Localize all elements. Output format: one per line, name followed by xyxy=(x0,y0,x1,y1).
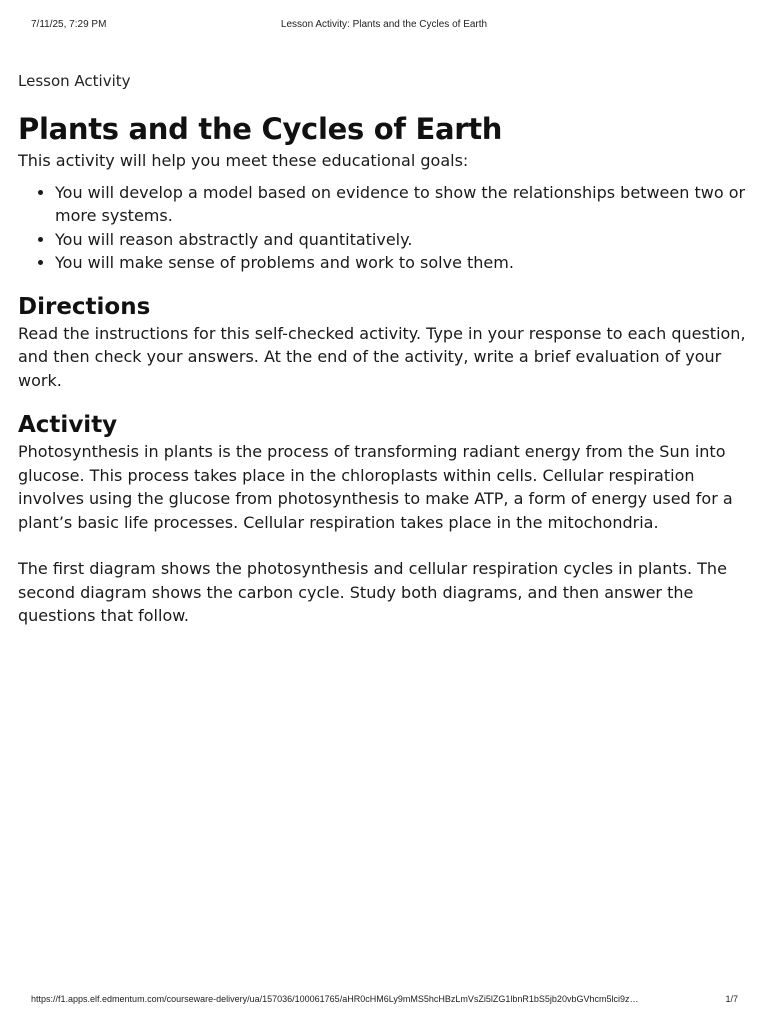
print-datetime: 7/11/25, 7:29 PM xyxy=(31,19,107,30)
lesson-content xyxy=(18,71,754,628)
directions-text: Read the instructions for this self-checked activity. Type in your response to each question, and then check your answers. At the end of the activity, write a brief evaluation of your work. xyxy=(18,323,746,390)
print-footer xyxy=(0,994,768,1008)
page-number: 1/7 xyxy=(725,994,738,1004)
goal-item: • You will develop a model based on evidence to show the relationships between two or more systems. xyxy=(55,181,754,228)
print-header xyxy=(0,19,768,33)
print-page-title: Lesson Activity: Plants and the Cycles of Earth xyxy=(280,19,488,30)
goal-item: • You will reason abstractly and quantitatively. xyxy=(55,228,754,252)
goal-item: • You will make sense of problems and work to solve them. xyxy=(55,251,754,275)
activity-paragraph-2: The first diagram shows the photosynthesis and cellular respiration cycles in plants. The second diagram shows the carbon cycle. Study both diagrams, and then answer the questions that follow. xyxy=(18,559,727,625)
activity-heading: Activity xyxy=(18,412,118,438)
lesson-intro: This activity will help you meet these educational goals: xyxy=(18,151,469,170)
directions-heading: Directions xyxy=(18,293,151,320)
lesson-title: Plants and the Cycles of Earth xyxy=(18,112,503,146)
print-url: https://f1.apps.elf.edmentum.com/courseware-delivery/ua/157036/100061765/aHR0cHM6Ly9mMS5hcHBzLmVsZi5lZG1lbnR1bS5jb20vbGVhcm5lci9z… xyxy=(31,994,639,1004)
activity-paragraph-1: Photosynthesis in plants is the process of transforming radiant energy from the Sun into glucose. This process takes place in the chloroplasts within cells. Cellular respiration involves using the glucose from photosynthesis to make ATP, a form of energy used for a plant’s basic life processes. Cellular respiration takes place in the mitochondria. xyxy=(18,442,733,532)
lesson-kicker: Lesson Activity xyxy=(18,72,131,90)
goals-list xyxy=(18,181,754,275)
